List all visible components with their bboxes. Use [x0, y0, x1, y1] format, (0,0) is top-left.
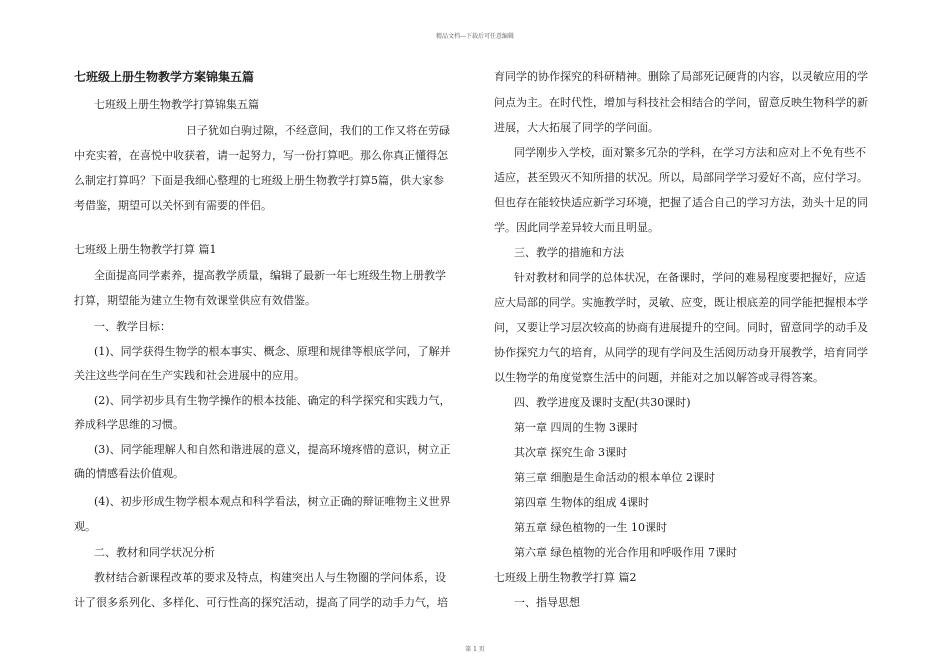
paragraph-line: 学。因此同学差异较大而且明显。 — [494, 221, 659, 234]
measures-heading: 三、教学的措施和方法 — [514, 246, 624, 259]
paragraph-line: 全面提高同学素养，提高教学质量，编辑了最新一年七班级生物上册教学 — [94, 269, 446, 282]
document-title: 七班级上册生物教学方案锦集五篇 — [74, 70, 255, 84]
goals-heading: 一、教学目标： — [94, 320, 171, 333]
chapter-item: 第四章 生物体的组成 4课时 — [514, 496, 649, 509]
paragraph-line: 协作探究力气的培育，从同学的现有学问及生活阅历动身开展教学，培育同学 — [494, 346, 868, 359]
goal-item: 观。 — [74, 520, 96, 533]
page-header: 精品文档---下载后可任意编辑 — [435, 33, 515, 40]
page-footer: 第 1 页 — [465, 646, 485, 653]
paragraph-line: 以生物学的角度觉察生活中的问题，并能对之加以解答或寻得答案。 — [494, 371, 824, 384]
paragraph-line: 针对教材和同学的总体状况，在备课时，学问的难易程度要把握好，应适 — [514, 271, 866, 284]
paragraph-line: 进展，大大拓展了同学的学问面。 — [494, 121, 659, 134]
paragraph-line: 计了很多系列化、多样化、可行性高的探究活动，提高了同学的动手力气，培 — [74, 596, 448, 609]
paragraph-line: 同学刚步入学校，面对繁多冗杂的学科，在学习方法和应对上不免有些不 — [514, 146, 866, 159]
paragraph-line: 应大局部的同学。实施教学时，灵敏、应变，既让根底差的同学能把握根本学 — [494, 296, 868, 309]
goal-item: (1)、同学获得生物学的根本事实、概念、原理和规律等根底学问，了解并 — [94, 345, 451, 358]
goal-item: (2)、同学初步具有生物学操作的根本技能、确定的科学探究和实践力气， — [94, 394, 451, 407]
paragraph-line: 问，又要让学习层次较高的协商有进展提升的空间。同时，留意同学的动手及 — [494, 321, 868, 334]
chapter-item: 第三章 细胞是生命活动的根本单位 2课时 — [514, 471, 715, 484]
goal-item: 养成科学思维的习惯。 — [74, 418, 184, 431]
chapter-item: 第六章 绿色植物的光合作用和呼吸作用 7课时 — [514, 546, 737, 559]
intro-line: 么制定打算吗？下面是我细心整理的七班级上册生物教学打算5篇，供大家参 — [74, 174, 444, 187]
intro-line: 中充实着，在喜悦中收获着，请一起努力，写一份打算吧。那么你真正懂得怎 — [74, 149, 448, 162]
guide-heading: 一、指导思想 — [514, 596, 580, 609]
document-subtitle: 七班级上册生物教学打算锦集五篇 — [94, 98, 259, 111]
section-title: 七班级上册生物教学打算 篇2 — [494, 571, 637, 584]
paragraph-line: 问点为主。在时代性，增加与科技社会相结合的学问，留意反映生物科学的新 — [494, 96, 868, 109]
chapter-item: 其次章 探究生命 3课时 — [514, 446, 627, 459]
goal-item: 确的情感看法价值观。 — [74, 467, 184, 480]
goal-item: (4)、初步形成生物学根本观点和科学看法，树立正确的辩证唯物主义世界 — [94, 495, 451, 508]
paragraph-line: 但也存在能较快适应新学习环境，把握了适合自己的学习方法，劲头十足的同 — [494, 196, 868, 209]
chapter-item: 第五章 绿色植物的一生 10课时 — [514, 521, 667, 534]
intro-line: 考借鉴，期望可以关怀到有需要的伴侣。 — [74, 199, 272, 212]
chapter-item: 第一章 四周的生物 3课时 — [514, 421, 638, 434]
goal-item: 关注这些学问在生产实践和社会进展中的应用。 — [74, 369, 305, 382]
schedule-heading: 四、教学进度及课时支配(共30课时) — [514, 396, 691, 409]
analysis-heading: 二、教材和同学状况分析 — [94, 546, 215, 559]
intro-line: 日子犹如白驹过隙，不经意间，我们的工作又将在劳碌 — [186, 124, 450, 137]
paragraph-line: 适应，甚至毁灭不知所措的状况。所以，局部同学学习爱好不高，应付学习。 — [494, 171, 868, 184]
paragraph-line: 教材结合新课程改革的要求及特点，构建突出人与生物圈的学问体系，设 — [94, 571, 446, 584]
paragraph-line: 打算，期望能为建立生物有效课堂供应有效借鉴。 — [74, 294, 316, 307]
goal-item: (3)、同学能理解人和自然和谐进展的意义，提高环境疼惜的意识，树立正 — [94, 443, 451, 456]
paragraph-line: 育同学的协作探究的科研精神。删除了局部死记硬背的内容，以灵敏应用的学 — [494, 70, 868, 83]
section-title: 七班级上册生物教学打算 篇1 — [74, 243, 217, 256]
